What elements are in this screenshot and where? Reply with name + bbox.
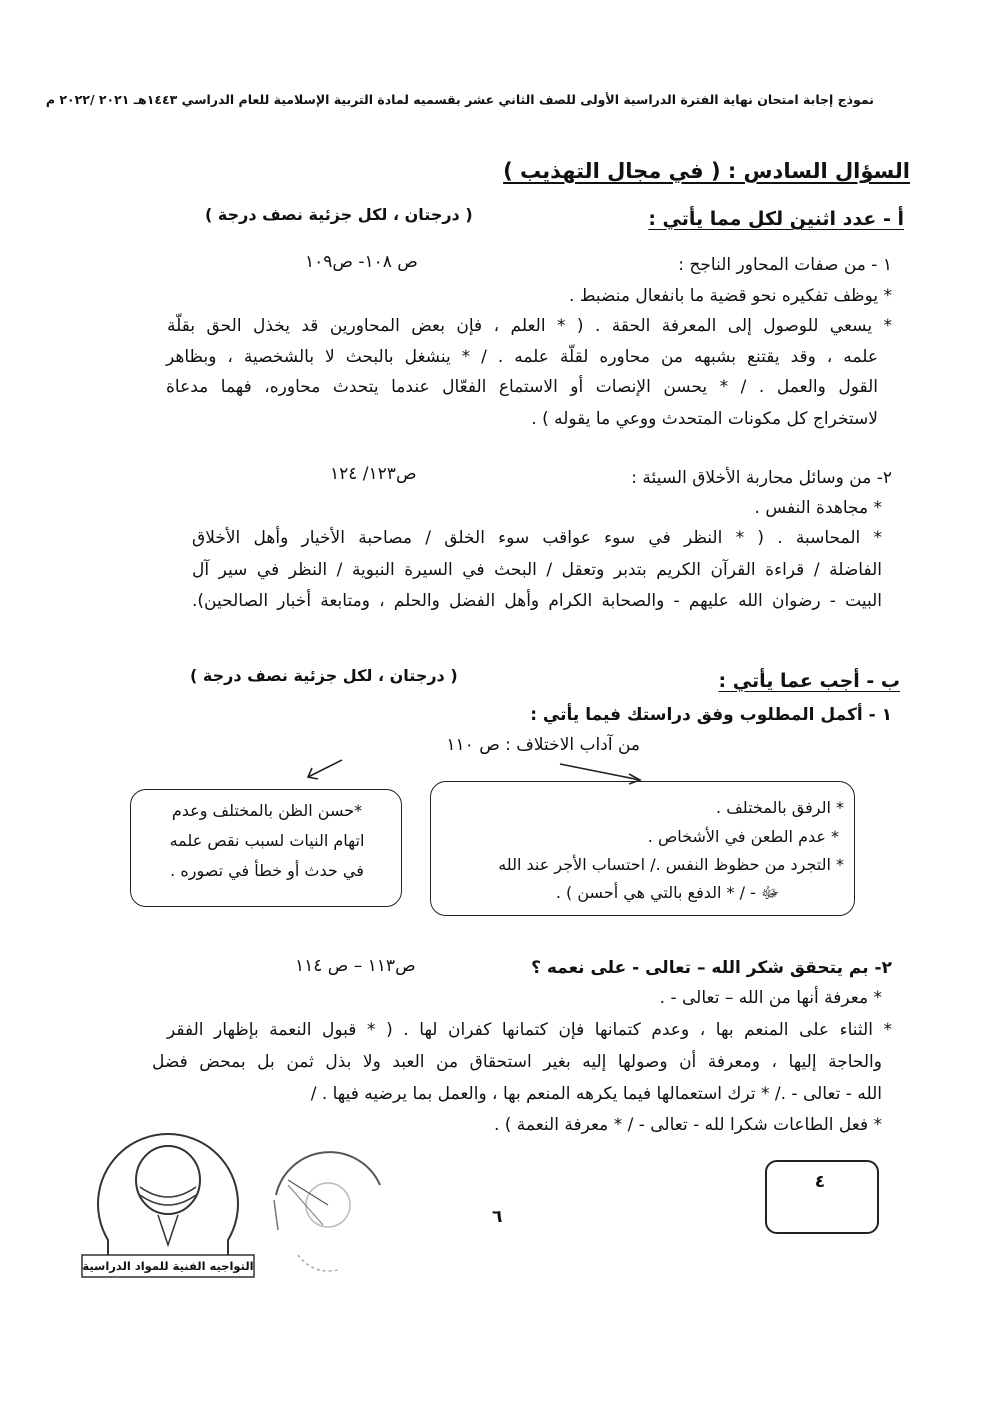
part-b-item2-page-ref: ص١١٣ – ص ١١٤	[295, 956, 416, 976]
part-b-item2-line: * فعل الطاعات شكرا لله - تعالى - / * معرفة النعمة ) .	[493, 1115, 882, 1135]
question-title: السؤال السادس : ( في مجال التهذيب )	[503, 159, 910, 183]
right-box-content	[498, 793, 844, 907]
item2-line: * المحاسبة . ( * النظر في سوء عواقب سوء الخلق / مصاحبة الأخيار وأهل الأخلاق	[192, 528, 882, 548]
item2-line: * مجاهدة النفس .	[754, 498, 882, 518]
score-value: ٤	[814, 1172, 826, 1192]
item1-line: القول والعمل . / * يحسن الإنصات أو الاستماع الفعّال عندما يتحدث محاوره، فهما مدعاة	[166, 377, 878, 397]
part-b-item2-line: الله - تعالى - ./ * ترك استعمالها فيما يكرهه المنعم بها ، والعمل بما يرضيه فيها . /	[310, 1084, 882, 1104]
document-header: نموذج إجابة امتحان نهاية الفترة الدراسية الأولى للصف الثاني عشر بقسميه لمادة التربية الإسلامية للعام الدراسي ١٤٤٣هـ ٢٠٢١ /٢٠٢٢ م	[45, 92, 874, 107]
arrow-left-icon	[300, 755, 350, 785]
box-line: * الرفق بالمختلف .	[716, 798, 844, 817]
item1-line: لاستخراج كل مكونات المتحدث ووعي ما يقوله ) .	[531, 409, 878, 429]
part-b-item2-line: * الثناء على المنعم بها ، وعدم كتمانها فإن كتمانها كفران لها . ( * قبول النعمة بإظهار الفقر	[167, 1020, 892, 1040]
part-b-item1-title: ١ - أكمل المطلوب وفق دراستك فيما يأتي :	[530, 705, 892, 725]
part-b-heading: ب - أجب عما يأتي :	[718, 670, 900, 692]
part-b-marks: ( درجتان ، لكل جزئية نصف درجة )	[190, 666, 458, 685]
box-line: * عدم الطعن في الأشخاص .	[647, 827, 839, 846]
box-line: *حسن الظن بالمختلف وعدم	[171, 801, 363, 820]
item1-page-ref: ص ١٠٨- ص١٠٩	[305, 252, 418, 272]
item1-line: * يسعي للوصول إلى المعرفة الحقة . ( * العلم ، فإن بعض المحاورين قد يخذل الحق بقلّة	[167, 316, 892, 336]
item2-line: البيت - رضوان الله عليهم - والصحابة الكرام وأهل الفضل والحلم ، ومتابعة أخبار الصالحين).	[192, 591, 882, 611]
box-line: في حدث أو خطأ في تصوره .	[170, 861, 364, 880]
part-b-item2-line: والحاجة إليها ، ومعرفة أن وصولها إليه بغير استحقاق من العبد ولا بذل ثمن بل بمحض فضل	[152, 1052, 882, 1072]
left-box-content	[142, 796, 392, 886]
item2-title: ٢- من وسائل محاربة الأخلاق السيئة :	[631, 468, 892, 488]
department-stamp	[268, 1125, 388, 1295]
part-b-item2-line: * معرفة أنها من الله – تعالى - .	[659, 988, 882, 1008]
part-a-heading: أ - عدد اثنين لكل مما يأتي :	[648, 208, 904, 230]
box-line: ﷻ - / * الدفع بالتي هي أحسن ) .	[555, 883, 779, 902]
item2-page-ref: ص١٢٣/ ١٢٤	[330, 464, 417, 484]
item1-title: ١ - من صفات المحاور الناجح :	[678, 255, 892, 275]
part-b-item2-title: ٢- بم يتحقق شكر الله – تعالى - على نعمه ؟	[531, 958, 892, 978]
item2-line: الفاضلة / قراءة القرآن الكريم بتدبر وتعقل / البحث في السيرة النبوية / النظر في سير آل	[192, 560, 882, 580]
ministry-stamp-caption: التواجيه الفنية للمواد الدراسية	[82, 1259, 254, 1273]
part-b-item1-subtitle: من آداب الاختلاف : ص ١١٠	[446, 735, 640, 755]
box-line: اتهام النيات لسبب نقص علمه	[169, 831, 365, 850]
page-number: ٦	[492, 1207, 503, 1227]
box-line: * التجرد من حظوظ النفس ./ احتساب الأجر عند الله	[498, 855, 844, 874]
part-a-marks: ( درجتان ، لكل جزئية نصف درجة )	[205, 205, 473, 224]
item1-line: * يوظف تفكيره نحو قضية ما بانفعال منضبط .	[568, 286, 892, 306]
item1-line: علمه ، وقد يقتنع بشبهه من محاوره لقلّة علمه . / * ينشغل بالبحث لا بالشخصية ، وبظاهر	[166, 347, 878, 367]
